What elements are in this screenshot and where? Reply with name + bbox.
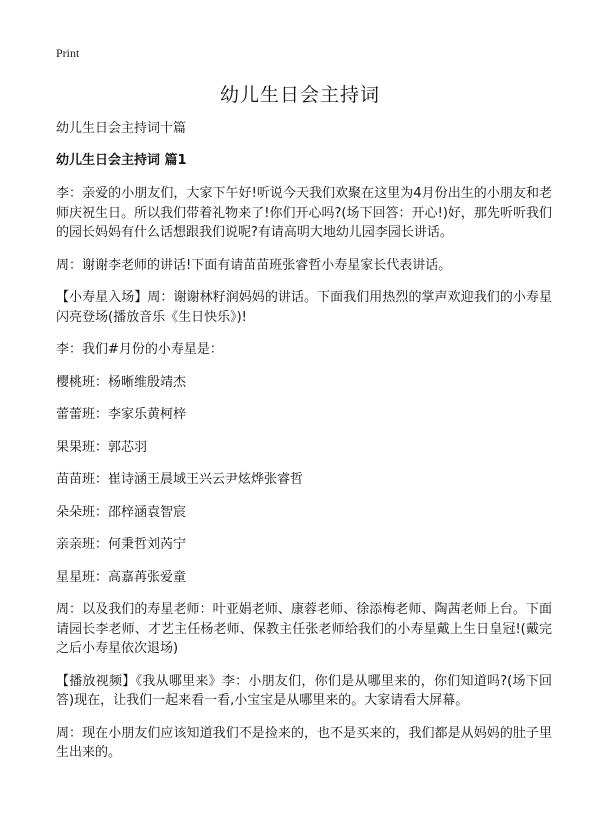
article-body [56,120,552,776]
class-list-item: 朵朵班：邵梓涵袁智宸 [56,504,187,520]
class-list-item: 亲亲班：何秉哲刘芮宁 [56,537,187,552]
print-link[interactable]: Print [56,46,80,60]
paragraph-closing: 周：现在小朋友们应该知道我们不是捡来的，也不是买来的，我们都是从妈妈的肚子里生出来的。 [56,725,552,760]
paragraph-video: 【播放视频】《我从哪里来》李：小朋友们，你们是从哪里来的，你们知道吗?(场下回答)现在，让我们一起来看一看,小宝宝是从哪里来的。大家请看大屏幕。 [56,673,552,708]
paragraph-entrance: 【小寿星入场】周：谢谢林籽润妈妈的讲话。下面我们用热烈的掌声欢迎我们的小寿星闪亮登场(播放音乐《生日快乐》)! [56,290,552,325]
class-list-item: 苗苗班：崔诗涵王晨域王兴云尹炫烨张睿哲 [56,472,304,487]
section-heading: 幼儿生日会主持词 篇1 [56,153,187,168]
paragraph-parent-speech: 周：谢谢李老师的讲话!下面有请苗苗班张睿哲小寿星家长代表讲话。 [56,257,452,273]
class-list-item: 星星班：高嘉苒张爱童 [56,569,187,585]
article-subtitle: 幼儿生日会主持词十篇 [56,121,187,136]
class-list-item: 樱桃班：杨晰维殷靖杰 [56,374,187,390]
page-title: 幼儿生日会主持词 [219,84,380,106]
paragraph-teachers: 周：以及我们的寿星老师：叶亚娟老师、康蓉老师、徐添梅老师、陶茜老师上台。下面请园长李老师、才艺主任杨老师、保教主任张老师给我们的小寿星戴上生日皇冠!(戴完之后小寿星依次退场) [56,602,552,656]
class-list-item: 果果班：郭芯羽 [56,439,148,455]
paragraph-intro: 李：亲爱的小朋友们，大家下午好!听说今天我们欢聚在这里为4月份出生的小朋友和老师庆祝生日。所以我们带着礼物来了!你们开心吗?(场下回答：开心!)好，那先听听我们的园长妈妈有什么话想跟我们说呢?有请高明大地幼儿园李园长讲话。 [56,186,552,240]
class-list-item: 蕾蕾班：李家乐黄柯梓 [56,407,187,422]
paragraph-birthday-list-intro: 李：我们#月份的小寿星是： [56,342,223,357]
